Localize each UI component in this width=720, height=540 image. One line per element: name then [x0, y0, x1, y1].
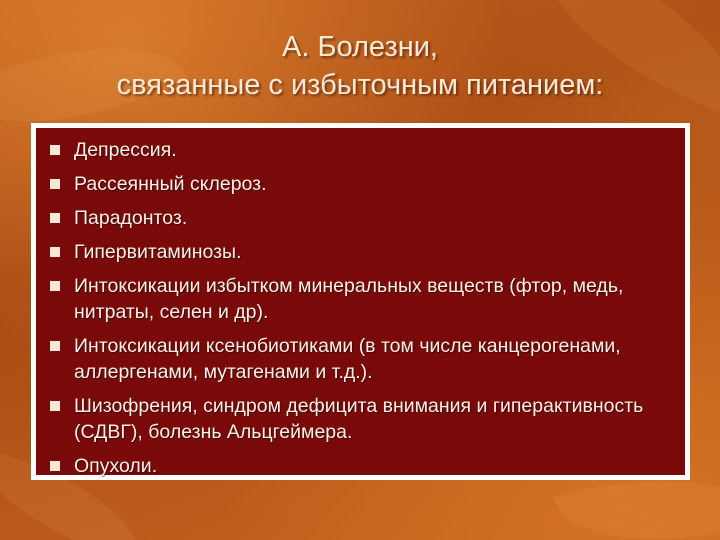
- list-item: [50, 205, 665, 231]
- list-item: [50, 171, 665, 197]
- list-item: [50, 333, 665, 385]
- list-item: [50, 453, 665, 479]
- square-bullet-icon: [50, 213, 60, 223]
- list-item: [50, 239, 665, 265]
- list-item-text: Гипервитаминозы.: [74, 241, 242, 263]
- list-item-text: Рассеянный склероз.: [74, 173, 267, 195]
- bullet-list: [36, 128, 685, 479]
- list-item-text: Опухоли.: [74, 455, 158, 477]
- list-item-text: Интоксикации избытком минеральных веществ (фтор, медь, нитраты, селен и др).: [74, 275, 624, 323]
- list-item-text: Интоксикации ксенобиотиками (в том числе канцерогенами, аллергенами, мутагенами и т.д.).: [74, 335, 621, 383]
- list-item: [50, 137, 665, 163]
- slide-title: [0, 28, 720, 104]
- content-panel: [31, 123, 690, 480]
- title-line-1: А. Болезни,: [282, 31, 438, 63]
- list-item-text: Депрессия.: [74, 139, 177, 161]
- square-bullet-icon: [50, 461, 60, 471]
- list-item: [50, 393, 665, 445]
- square-bullet-icon: [50, 145, 60, 155]
- square-bullet-icon: [50, 401, 60, 411]
- list-item: [50, 273, 665, 325]
- square-bullet-icon: [50, 179, 60, 189]
- list-item-text: Парадонтоз.: [74, 207, 188, 229]
- title-line-2: связанные с избыточным питанием:: [116, 69, 604, 101]
- square-bullet-icon: [50, 341, 60, 351]
- list-item-text: Шизофрения, синдром дефицита внимания и гиперактивность (СДВГ), болезнь Альцгеймера.: [74, 395, 644, 443]
- square-bullet-icon: [50, 247, 60, 257]
- square-bullet-icon: [50, 281, 60, 291]
